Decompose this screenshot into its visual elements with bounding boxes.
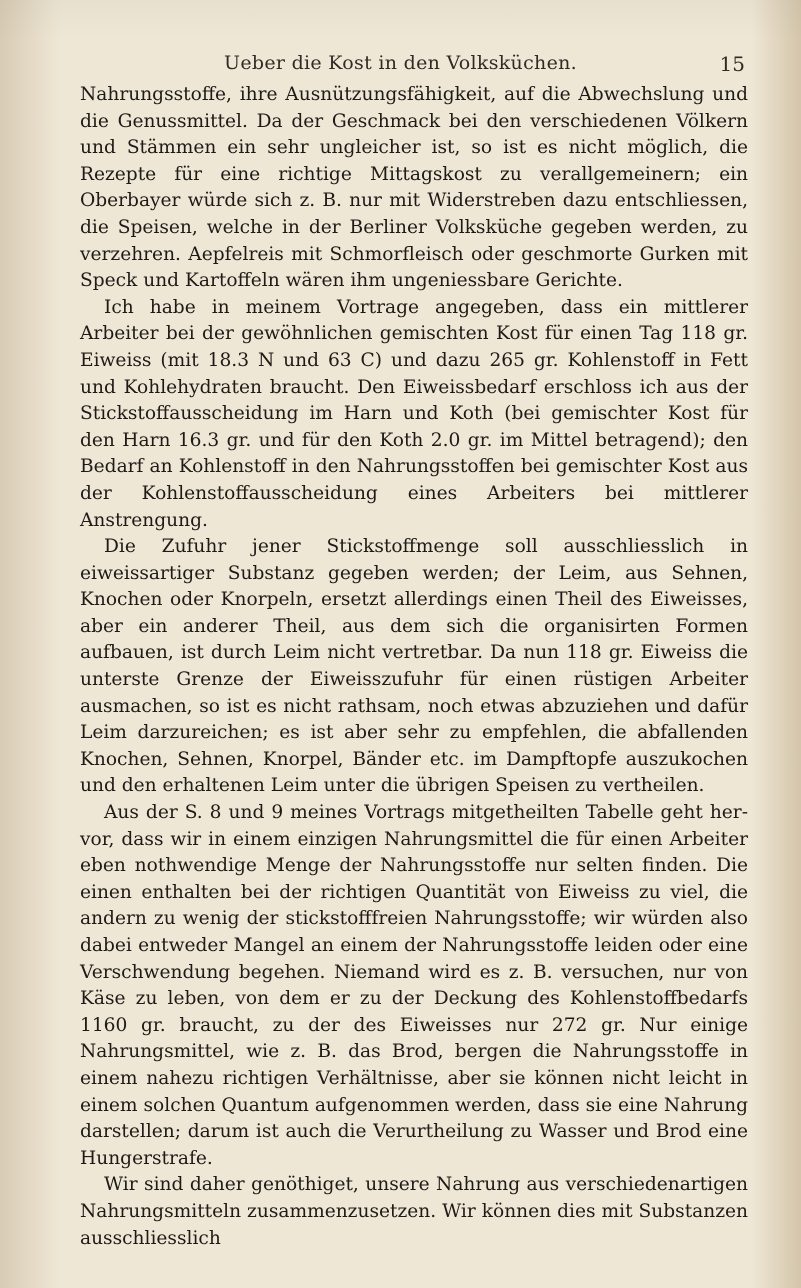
paragraph: Die Zufuhr jener Stickstoffmenge soll ausschliesslich in eiweissartiger Substanz gegeben werden; der Leim, aus Sehnen, Knochen oder Knorpeln, ersetzt allerdings einen Theil des Eiweisses, aber ein anderer Theil, aus dem sich die organisirten Formen aufbauen, ist durch Leim nicht vertretbar. Da nun 118 gr. Eiweiss die unterste Grenze der Eiweisszufuhr für einen rüstigen Arbeiter ausmachen, so ist es nicht rathsam, noch etwas abzuziehen und dafür Leim darzureichen; es ist aber sehr zu empfehlen, die abfallenden Knochen, Sehnen, Knorpel, Bänder etc. im Dampftopfe auszukochen und den erhaltenen Leim unter die übrigen Speisen zu vertheilen. <box>80 536 748 797</box>
paragraph: Nahrungsstoffe, ihre Ausnützungsfähigkeit, auf die Abwechslung und die Genussmittel. Da der Geschmack bei den verschiedenen Völkern und Stämmen ein sehr ungleicher ist, so ist es nicht möglich, die Rezepte für eine richtige Mittagskost zu verallgemeinern; ein Oberbayer würde sich z. B. nur mit Widerstreben dazu entschliessen, die Speisen, welche in der Berliner Volksküche gegeben werden, zu verzehren. Aepfelreis mit Schmorfleisch oder geschmorte Gurken mit Speck und Kartoffeln wären ihm ungeniessbare Gerichte. <box>80 84 748 292</box>
paragraph: Ich habe in meinem Vortrage angegeben, dass ein mittlerer Arbeiter bei der gewöhnlichen gemischten Kost für einen Tag 118 gr. Eiweiss (mit 18.3 N und 63 C) und dazu 265 gr. Kohlenstoff in Fett und Kohlehydraten braucht. Den Eiweissbedarf erschloss ich aus der Stickstoffausscheidung im Harn und Koth (bei gemischter Kost für den Harn 16.3 gr. und für den Koth 2.0 gr. im Mittel betragend); den Bedarf an Kohlenstoff in den Nahrungsstoffen bei gemischter Kost aus der Kohlenstoffausscheidung eines Arbeiters bei mittlerer Anstrengung. <box>80 296 748 531</box>
page-number: 15 <box>719 52 745 76</box>
paragraph: Aus der S. 8 und 9 meines Vortrags mitgetheilten Tabelle geht hervor, dass wir in einem einzigen Nahrungsmittel die für einen Arbeiter eben nothwendige Menge der Nahrungsstoffe nur selten finden. Die einen enthalten bei der richtigen Quantität von Eiweiss zu viel, die andern zu wenig der stickstofffreien Nahrungsstoffe; wir würden also dabei entweder Mangel an einem der Nahrungsstoffe leiden oder eine Verschwendung begehen. Niemand wird es z. B. versuchen, nur von Käse zu leben, von dem er zu der Deckung des Kohlenstoffbedarfs 1160 gr. braucht, zu der des Eiweisses nur 272 gr. Nur einige Nahrungsmittel, wie z. B. das Brod, bergen die Nahrungsstoffe in einem nahezu richtigen Verhältnisse, aber sie können nicht leicht in einem solchen Quantum aufgenommen werden, dass sie eine Nahrung darstellen; darum ist auch die Verurtheilung zu Wasser und Brod eine Hungerstrafe. <box>80 802 748 1169</box>
page-header <box>0 52 801 86</box>
running-title: Ueber die Kost in den Volksküchen. <box>224 52 577 74</box>
paragraph: Wir sind daher genöthiget, unsere Nahrung aus verschiedenartigen Nahrungsmitteln zusammenzusetzen. Wir können dies mit Substanzen ausschliesslich <box>80 1174 748 1249</box>
body-text <box>80 82 748 1252</box>
